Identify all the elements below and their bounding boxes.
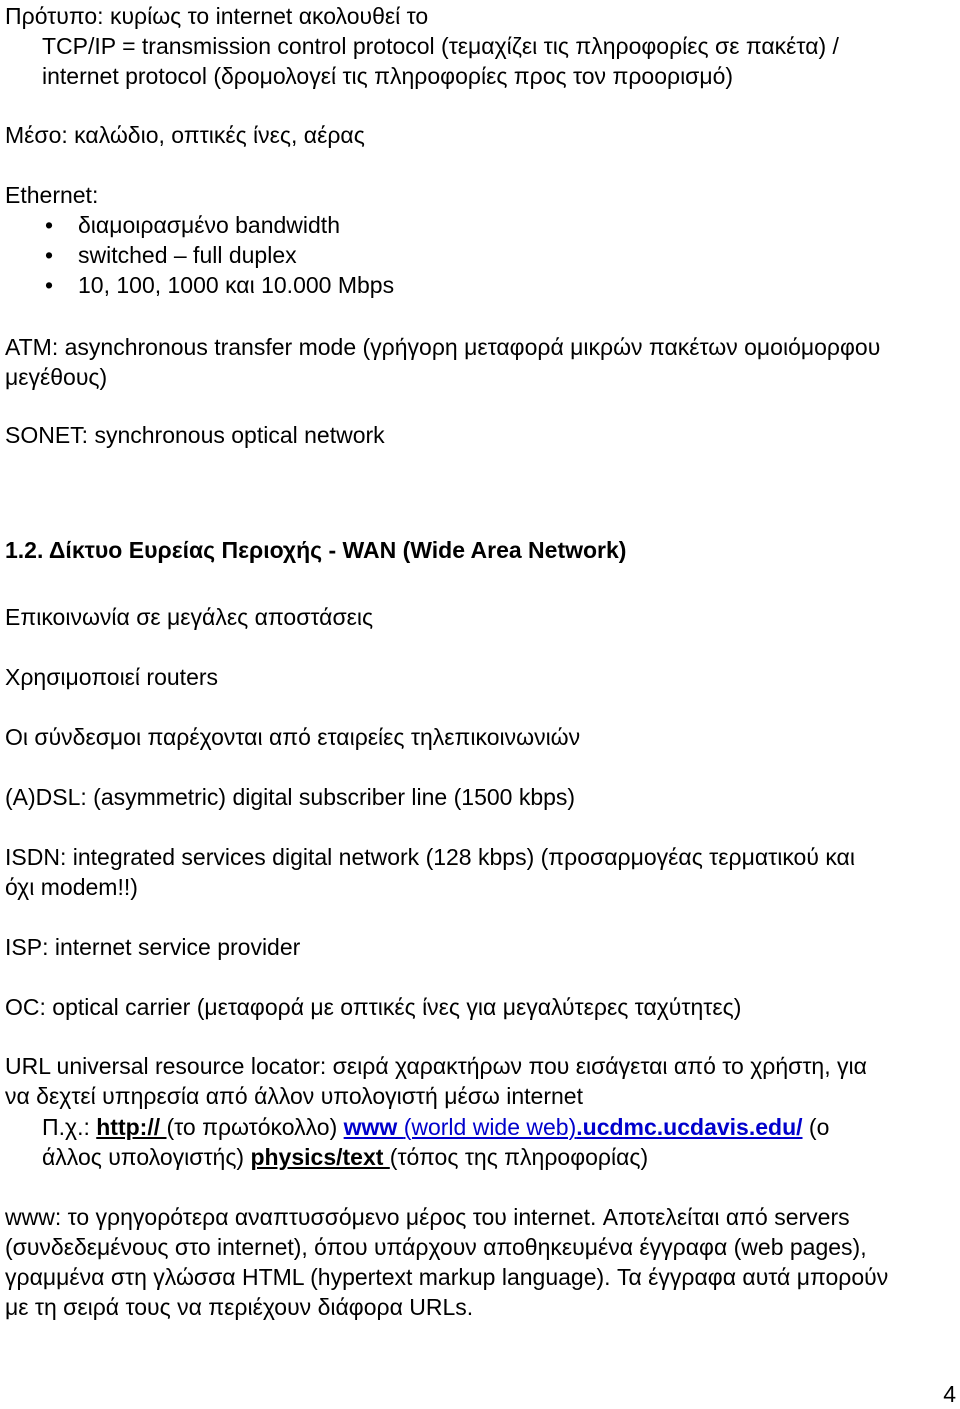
wan-item: Οι σύνδεσμοι παρέχονται από εταιρείες τηλεπικοινωνιών xyxy=(5,724,581,750)
wan-item: Επικοινωνία σε μεγάλες αποστάσεις xyxy=(5,604,374,630)
url-path-note: (τόπος της πληροφορίας) xyxy=(389,1144,649,1170)
url-domain-note-end: άλλος υπολογιστής) xyxy=(42,1144,251,1170)
ethernet-bullet-item: διαμοιρασμένο bandwidth xyxy=(78,212,340,238)
url-domain-note-start: (ο xyxy=(802,1114,830,1140)
isdn-line-1: ISDN: integrated services digital network (128 kbps) (προσαρμογέας τερματικού και xyxy=(5,844,855,870)
bullet-dot-icon: • xyxy=(45,272,54,298)
wan-item: (A)DSL: (asymmetric) digital subscriber line (1500 kbps) xyxy=(5,784,576,810)
atm-line-2: μεγέθους) xyxy=(5,364,108,390)
section-heading: 1.2. Δίκτυο Ευρείας Περιοχής - WAN (Wide Area Network) xyxy=(5,537,627,563)
url-example-line-2 xyxy=(42,1142,648,1172)
tcp-definition: TCP/IP = transmission control protocol (τεμαχίζει τις πληροφορίες σε πακέτα) / xyxy=(42,33,839,59)
oc-line: OC: optical carrier (μεταφορά με οπτικές ίνες για μεγαλύτερες ταχύτητες) xyxy=(5,994,742,1020)
url-www-link[interactable]: www xyxy=(343,1114,404,1140)
atm-line-1: ATM: asynchronous transfer mode (γρήγορη μεταφορά μικρών πακέτων ομοιόμορφου xyxy=(5,334,881,360)
url-protocol: http:// xyxy=(96,1114,167,1140)
isp-line: ISP: internet service provider xyxy=(5,934,301,960)
www-paragraph-line: (συνδεδεμένους στο internet), όπου υπάρχουν αποθηκευμένα έγγραφα (web pages), xyxy=(5,1234,867,1260)
www-paragraph-line: με τη σειρά τους να περιέχουν διάφορα URLs. xyxy=(5,1294,474,1320)
www-paragraph-line: www: το γρηγορότερα αναπτυσσόμενο μέρος του internet. Αποτελείται από servers xyxy=(5,1204,850,1230)
page-number: 4 xyxy=(943,1381,956,1407)
url-domain-link[interactable]: .ucdmc.ucdavis.edu/ xyxy=(576,1114,803,1140)
isdn-line-2: όχι modem!!) xyxy=(5,874,138,900)
example-prefix: Π.χ.: xyxy=(42,1114,97,1140)
url-line-1: URL universal resource locator: σειρά χαρακτήρων που εισάγεται από το χρήστη, για xyxy=(5,1053,867,1079)
www-paragraph-line: γραμμένα στη γλώσσα HTML (hypertext markup language). Τα έγγραφα αυτά μπορούν xyxy=(5,1264,889,1290)
ethernet-bullet-item: 10, 100, 1000 και 10.000 Mbps xyxy=(78,272,395,298)
wan-item: Χρησιμοποιεί routers xyxy=(5,664,219,690)
url-path: physics/text xyxy=(250,1144,390,1170)
bullet-dot-icon: • xyxy=(45,242,54,268)
medium-line: Μέσο: καλώδιο, οπτικές ίνες, αέρας xyxy=(5,122,365,148)
url-line-2: να δεχτεί υπηρεσία από άλλον υπολογιστή μέσω internet xyxy=(5,1083,583,1109)
tcpip-intro: Πρότυπο: κυρίως το internet ακολουθεί το xyxy=(5,3,429,29)
bullet-dot-icon: • xyxy=(45,212,54,238)
url-protocol-note: (το πρωτόκολλο) xyxy=(166,1114,344,1140)
url-example-line-1 xyxy=(42,1112,829,1142)
ethernet-bullet-item: switched – full duplex xyxy=(78,242,297,268)
url-www-note-link[interactable]: (world wide web) xyxy=(403,1114,577,1140)
ip-definition: internet protocol (δρομολογεί τις πληροφορίες προς τον προορισμό) xyxy=(42,63,734,89)
sonet-line: SONET: synchronous optical network xyxy=(5,422,385,448)
ethernet-label: Ethernet: xyxy=(5,182,99,208)
